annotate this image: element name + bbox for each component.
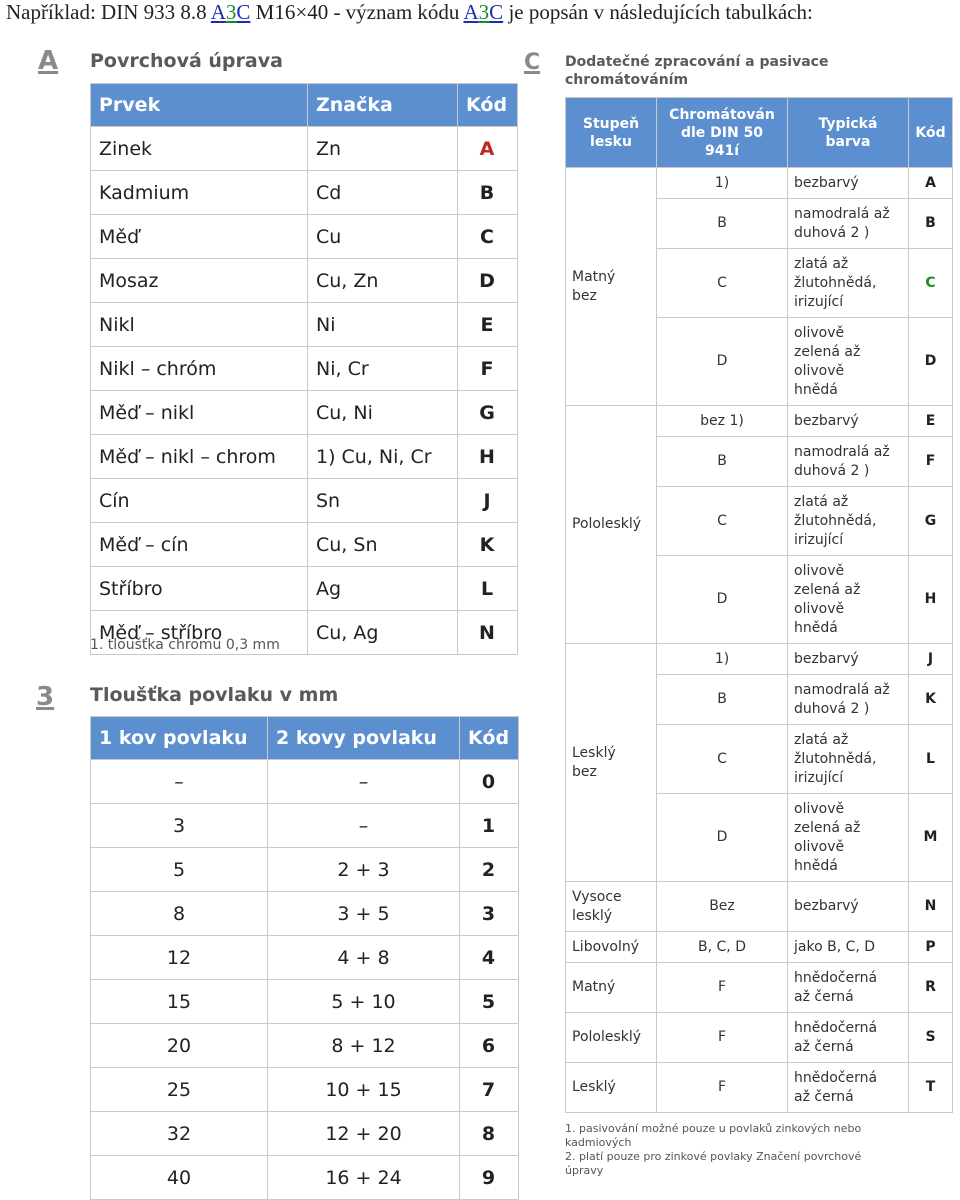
note-line: úpravy [565,1164,604,1177]
gloss-cell [566,406,657,644]
color-text: zelená až [794,343,861,360]
gloss-cell [566,1013,657,1063]
gloss-text: bez [572,763,597,780]
chromating-cell: C [657,249,788,318]
column-header-chromating [657,98,788,168]
element-cell: Měď – stříbro [91,611,308,655]
table-row [91,1068,519,1112]
code-cell: J [909,644,953,675]
color-cell [788,487,909,556]
code-cell: G [458,391,518,435]
table-row [566,168,953,199]
code-cell: 4 [460,936,519,980]
symbol-cell: 1) Cu, Ni, Cr [308,435,458,479]
color-text: až černá [794,1038,854,1055]
code-cell: F [909,437,953,487]
section-3-letter: 3 [36,682,55,712]
two-metals-cell: – [268,804,460,848]
table-row [566,963,953,1013]
gloss-text: Pololesklý [572,516,642,532]
code-link-c-2[interactable]: C [489,0,504,24]
gloss-text: Matný [572,979,616,995]
one-metal-cell: 3 [91,804,268,848]
code-cell: 3 [460,892,519,936]
table-row [91,435,518,479]
chromating-cell: D [657,556,788,644]
chromating-cell: Bez [657,882,788,932]
table-row [91,127,518,171]
color-cell [788,675,909,725]
code-cell: K [909,675,953,725]
section-a-title: Povrchová úprava [90,50,283,72]
chromating-cell: 1) [657,168,788,199]
color-text: irizující [794,293,844,310]
gloss-cell [566,963,657,1013]
element-cell: Kadmium [91,171,308,215]
coating-thickness-table [90,716,519,1200]
code-cell: N [909,882,953,932]
color-text: duhová 2 ) [794,700,870,717]
code-cell: E [458,303,518,347]
table-row [91,980,519,1024]
code-cell: P [909,932,953,963]
color-text: hnědá [794,381,838,398]
gloss-cell [566,168,657,406]
color-text: bezbarvý [794,898,859,914]
color-text: namodralá až [794,681,890,698]
code-cell: F [458,347,518,391]
code-cell: J [458,479,518,523]
color-text: hnědočerná [794,969,878,986]
code-cell: A [909,168,953,199]
table-row [91,892,519,936]
element-cell: Měď – cín [91,523,308,567]
table-row [91,804,519,848]
symbol-cell: Ni [308,303,458,347]
note-line: 2. platí pouze pro zinkové povlaky Značení povrchové [565,1150,862,1163]
color-cell [788,168,909,199]
one-metal-cell: 32 [91,1112,268,1156]
color-cell [788,1063,909,1113]
symbol-cell: Cu [308,215,458,259]
symbol-cell: Cd [308,171,458,215]
symbol-cell: Ni, Cr [308,347,458,391]
heading-middle: M16×40 - význam kódu [250,0,464,24]
chromating-cell: B [657,675,788,725]
code-cell: S [909,1013,953,1063]
note-line: 1. pasivování možné pouze u povlaků zinkových nebo [565,1122,862,1135]
code-cell: E [909,406,953,437]
code-cell: 5 [460,980,519,1024]
color-text: zlatá až [794,255,849,272]
two-metals-cell: 8 + 12 [268,1024,460,1068]
one-metal-cell: 8 [91,892,268,936]
color-text: hnědá [794,857,838,874]
section-c-title-line1: Dodatečné zpracování a pasivace [565,54,829,70]
color-cell [788,794,909,882]
code-cell: K [458,523,518,567]
table-row [91,936,519,980]
color-text: hnědočerná [794,1019,878,1036]
page-heading [6,0,813,24]
section-c-title [565,53,828,89]
color-cell [788,437,909,487]
column-header-code: Kód [460,717,519,760]
table-row [91,1156,519,1200]
color-text: duhová 2 ) [794,462,870,479]
chromating-cell: B, C, D [657,932,788,963]
one-metal-cell: 15 [91,980,268,1024]
section-c-letter: C [524,50,541,75]
color-text: zlatá až [794,731,849,748]
color-cell [788,1013,909,1063]
header-text: dle DIN 50 [680,124,764,141]
table-row [566,932,953,963]
color-text: zlatá až [794,493,849,510]
header-text: lesku [590,133,632,150]
code-cell: 6 [460,1024,519,1068]
code-cell: C [909,249,953,318]
color-cell [788,882,909,932]
symbol-cell: Sn [308,479,458,523]
code-cell: 2 [460,848,519,892]
chromating-cell: F [657,1063,788,1113]
color-text: hnědočerná [794,1069,878,1086]
element-cell: Nikl [91,303,308,347]
gloss-text: Libovolný [572,938,640,955]
chromating-cell: bez 1) [657,406,788,437]
symbol-cell: Cu, Sn [308,523,458,567]
color-text: zelená až [794,581,861,598]
gloss-text: lesklý [572,907,613,924]
code-link-c[interactable]: C [236,0,251,24]
table-row [91,215,518,259]
heading-prefix: Například: DIN 933 8.8 [6,0,211,24]
color-text: irizující [794,769,844,786]
section-c-notes [565,1122,861,1178]
header-text: Typická [818,115,878,132]
column-header-two-metals: 2 kovy povlaku [268,717,460,760]
table-row [91,567,518,611]
element-cell: Měď – nikl – chrom [91,435,308,479]
color-text: irizující [794,531,844,548]
chromating-cell: 1) [657,644,788,675]
color-text: olivově [794,600,845,617]
chromating-cell: D [657,794,788,882]
table-row [91,760,519,804]
code-cell: 9 [460,1156,519,1200]
code-cell: 1 [460,804,519,848]
element-cell: Cín [91,479,308,523]
table-row [566,644,953,675]
table-row [91,523,518,567]
table-row [91,303,518,347]
element-cell: Zinek [91,127,308,171]
two-metals-cell: 12 + 20 [268,1112,460,1156]
color-text: žlutohnědá, [794,512,877,529]
header-text: Chromátován [669,106,775,123]
color-text: žlutohnědá, [794,750,877,767]
code-cell: G [909,487,953,556]
gloss-cell [566,644,657,882]
color-text: namodralá až [794,443,890,460]
table-row [91,347,518,391]
code-cell: C [458,215,518,259]
chromating-cell: C [657,487,788,556]
one-metal-cell: – [91,760,268,804]
table-row [91,479,518,523]
chromating-cell: C [657,725,788,794]
code-link-3-2[interactable]: 3 [478,0,490,24]
code-cell: 0 [460,760,519,804]
code-cell: N [458,611,518,655]
color-text: hnědá [794,619,838,636]
code-cell: L [909,725,953,794]
code-cell: B [458,171,518,215]
two-metals-cell: 2 + 3 [268,848,460,892]
column-header-gloss [566,98,657,168]
chromating-cell: F [657,1013,788,1063]
element-cell: Měď – nikl [91,391,308,435]
color-text: olivově [794,562,845,579]
table-row [91,1112,519,1156]
code-cell: D [458,259,518,303]
section-3-title: Tloušťka povlaku v mm [90,684,339,706]
element-cell: Mosaz [91,259,308,303]
symbol-cell: Cu, Ni [308,391,458,435]
section-a-letter: A [38,46,59,76]
color-text: duhová 2 ) [794,224,870,241]
section-a-footnote: 1. tloušťka chromu 0,3 mm [90,637,280,653]
column-header-color [788,98,909,168]
two-metals-cell: 3 + 5 [268,892,460,936]
color-text: namodralá až [794,205,890,222]
gloss-text: Lesklý [572,1079,616,1095]
gloss-text: bez [572,287,597,304]
gloss-cell [566,932,657,963]
two-metals-cell: 5 + 10 [268,980,460,1024]
two-metals-cell: 4 + 8 [268,936,460,980]
header-text: 941í [704,142,740,159]
color-cell [788,725,909,794]
gloss-cell [566,882,657,932]
color-text: až černá [794,988,854,1005]
gloss-text: Lesklý [572,744,616,761]
code-cell: H [909,556,953,644]
two-metals-cell: 10 + 15 [268,1068,460,1112]
symbol-cell: Zn [308,127,458,171]
color-text: olivově [794,362,845,379]
column-header-element: Prvek [91,84,308,127]
one-metal-cell: 5 [91,848,268,892]
code-link-a[interactable]: A [210,0,226,24]
heading-suffix: je popsán v následujících tabulkách: [503,0,813,24]
color-text: bezbarvý [794,412,859,429]
element-cell: Nikl – chróm [91,347,308,391]
color-text: olivově [794,838,845,855]
column-header-code: Kód [909,98,953,168]
table-row [91,391,518,435]
gloss-text: Pololesklý [572,1029,642,1045]
code-cell: H [458,435,518,479]
color-cell [788,249,909,318]
one-metal-cell: 12 [91,936,268,980]
code-cell: D [909,318,953,406]
table-row [91,259,518,303]
chromating-cell: B [657,437,788,487]
color-cell [788,406,909,437]
one-metal-cell: 40 [91,1156,268,1200]
code-cell: 7 [460,1068,519,1112]
column-header-code: Kód [458,84,518,127]
two-metals-cell: – [268,760,460,804]
table-row [91,848,519,892]
symbol-cell: Ag [308,567,458,611]
two-metals-cell: 16 + 24 [268,1156,460,1200]
passivation-table [565,97,953,1113]
code-cell: R [909,963,953,1013]
code-cell: A [458,127,518,171]
color-text: zelená až [794,819,861,836]
code-cell: T [909,1063,953,1113]
gloss-text: Matný [572,268,616,285]
code-cell: L [458,567,518,611]
color-text: bezbarvý [794,650,859,667]
table-row [91,171,518,215]
table-header-row [566,98,953,168]
table-row [91,1024,519,1068]
element-cell: Měď [91,215,308,259]
chromating-cell: B [657,199,788,249]
chromating-cell: F [657,963,788,1013]
color-cell [788,932,909,963]
gloss-text: Vysoce [572,888,622,905]
color-cell [788,318,909,406]
color-text: olivově [794,800,845,817]
color-text: jako B, C, D [794,938,876,955]
column-header-symbol: Značka [308,84,458,127]
symbol-cell: Cu, Ag [308,611,458,655]
one-metal-cell: 25 [91,1068,268,1112]
element-cell: Stříbro [91,567,308,611]
code-link-3[interactable]: 3 [225,0,237,24]
one-metal-cell: 20 [91,1024,268,1068]
color-cell [788,556,909,644]
code-link-a-2[interactable]: A [463,0,479,24]
header-text: Stupeň [582,115,640,132]
color-text: žlutohnědá, [794,274,877,291]
column-header-one-metal: 1 kov povlaku [91,717,268,760]
table-header-row [91,84,518,127]
code-cell: M [909,794,953,882]
chromating-cell: D [657,318,788,406]
surface-treatment-table [90,83,518,655]
header-text: barva [825,133,871,150]
code-cell: 8 [460,1112,519,1156]
color-cell [788,199,909,249]
color-cell [788,644,909,675]
table-row [566,1013,953,1063]
note-line: kadmiových [565,1136,632,1149]
table-row [566,406,953,437]
color-text: bezbarvý [794,174,859,191]
table-row [566,882,953,932]
table-header-row [91,717,519,760]
symbol-cell: Cu, Zn [308,259,458,303]
gloss-cell [566,1063,657,1113]
code-cell: B [909,199,953,249]
table-row [566,1063,953,1113]
section-c-title-line2: chromátováním [565,72,689,88]
color-text: olivově [794,324,845,341]
color-cell [788,963,909,1013]
color-text: až černá [794,1088,854,1105]
